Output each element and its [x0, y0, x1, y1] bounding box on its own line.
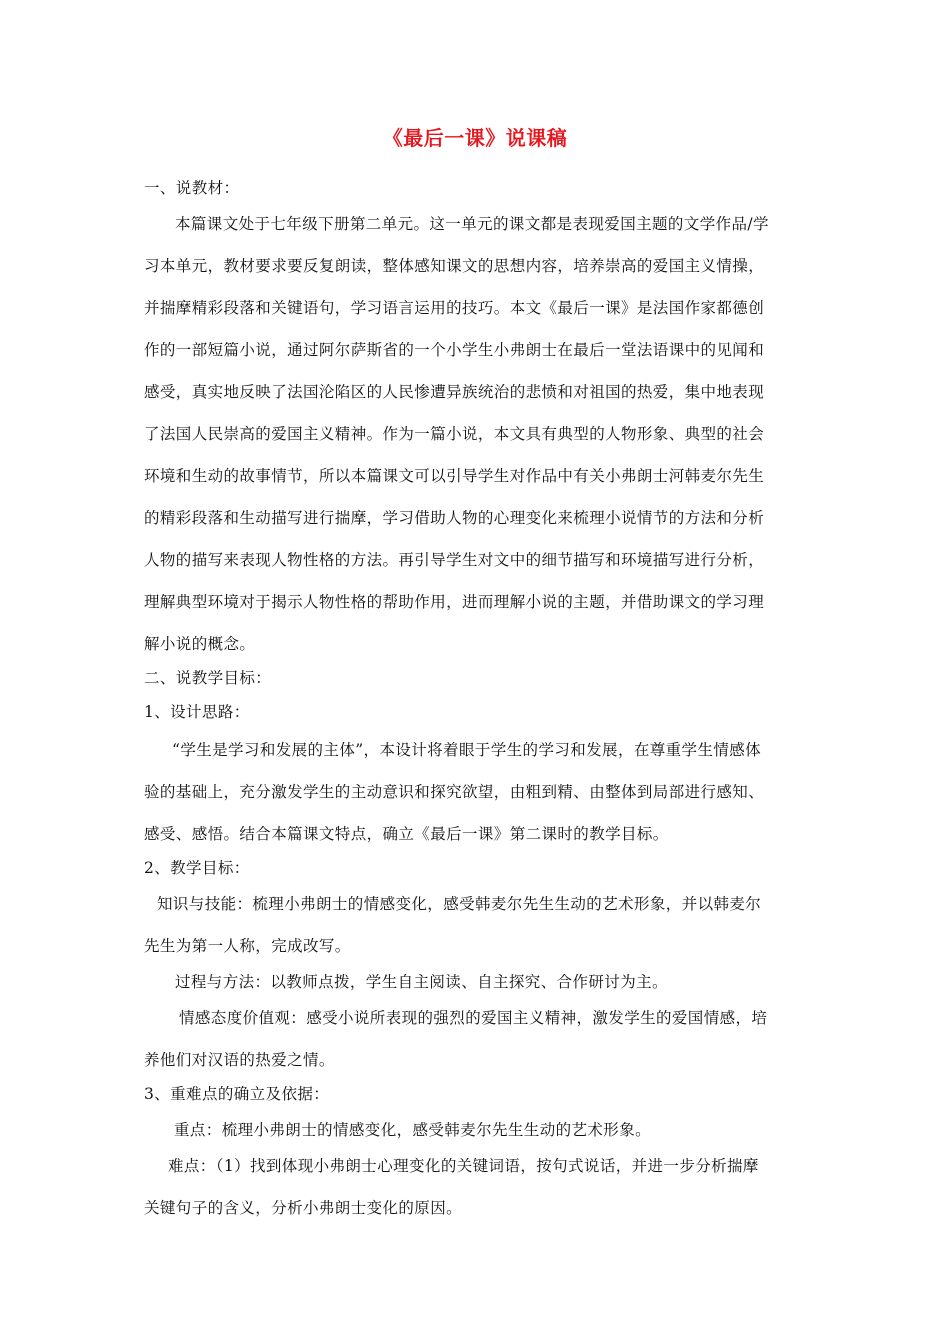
paragraph-line: 习本单元，教材要求要反复朗读，整体感知课文的思想内容，培养崇高的爱国主义情操，	[144, 257, 765, 275]
paragraph-line: 情感态度价值观：感受小说所表现的强烈的爱国主义精神，激发学生的爱国情感，培	[179, 1009, 768, 1027]
paragraph-line: “学生是学习和发展的主体”，本设计将着眼于学生的学习和发展，在尊重学生情感体	[172, 741, 762, 759]
paragraph-line: 知识与技能：梳理小弗朗士的情感变化，感受韩麦尔先生生动的艺术形象，并以韩麦尔	[157, 895, 762, 913]
paragraph-line: 人物的描写来表现人物性格的方法。再引导学生对文中的细节描写和环境描写进行分析，	[144, 551, 765, 569]
paragraph-line: 本篇课文处于七年级下册第二单元。这一单元的课文都是表现爱国主题的文学作品/学	[175, 215, 769, 233]
section-heading-teaching-goals: 二、说教学目标：	[144, 669, 272, 687]
subheading-design-idea: 1、设计思路：	[144, 703, 250, 721]
paragraph-line: 理解典型环境对于揭示人物性格的帮助作用，进而理解小说的主题，并借助课文的学习理	[144, 593, 765, 611]
section-heading-teaching-material: 一、说教材：	[144, 179, 240, 197]
paragraph-line: 解小说的概念。	[144, 635, 256, 653]
paragraph-line: 重点：梳理小弗朗士的情感变化，感受韩麦尔先生生动的艺术形象。	[174, 1121, 652, 1139]
paragraph-line: 了法国人民崇高的爱国主义精神。作为一篇小说，本文具有典型的人物形象、典型的社会	[144, 425, 765, 443]
paragraph-line: 验的基础上，充分激发学生的主动意识和探究欲望，由粗到精、由整体到局部进行感知、	[144, 783, 765, 801]
subheading-teaching-goals: 2、教学目标：	[144, 859, 250, 877]
paragraph-line: 作的一部短篇小说，通过阿尔萨斯省的一个小学生小弗朗士在最后一堂法语课中的见闻和	[144, 341, 765, 359]
paragraph-line: 过程与方法：以教师点拨，学生自主阅读、自主探究、合作研讨为主。	[175, 973, 668, 991]
paragraph-line: 的精彩段落和生动描写进行揣摩，学习借助人物的心理变化来梳理小说情节的方法和分析	[144, 509, 765, 527]
paragraph-line: 感受、感悟。结合本篇课文特点，确立《最后一课》第二课时的教学目标。	[144, 825, 669, 843]
paragraph-line: 环境和生动的故事情节，所以本篇课文可以引导学生对作品中有关小弗朗士河韩麦尔先生	[144, 467, 765, 485]
document-title: 《最后一课》说课稿	[382, 126, 568, 150]
paragraph-line: 关键句子的含义，分析小弗朗士变化的原因。	[144, 1199, 463, 1217]
paragraph-line: 并揣摩精彩段落和关键语句，学习语言运用的技巧。本文《最后一课》是法国作家都德创	[144, 299, 765, 317]
subheading-key-difficult-points: 3、重难点的确立及依据：	[144, 1085, 330, 1103]
paragraph-line: 感受，真实地反映了法国沦陷区的人民惨遭异族统治的悲愤和对祖国的热爱，集中地表现	[144, 383, 765, 401]
paragraph-line: 难点：（1）找到体现小弗朗士心理变化的关键词语，按句式说话，并进一步分析揣摩	[168, 1157, 759, 1175]
paragraph-line: 先生为第一人称，完成改写。	[144, 937, 351, 955]
paragraph-line: 养他们对汉语的热爱之情。	[144, 1051, 335, 1069]
